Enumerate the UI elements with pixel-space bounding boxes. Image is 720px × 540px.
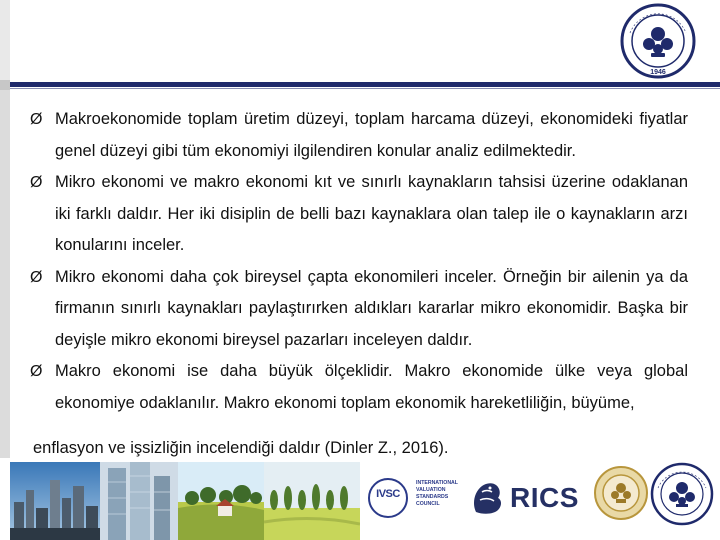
paragraph-text: Mikro ekonomi daha çok bireysel çapta ekonomileri inceler. Örneğin bir ailenin ya da firmanın sınırlı kaynakları paylaştırırken aldıkları kararlar mikro ekonomidir. Başka bir deyişle mikro ekonomi bireysel pazarları inceleyen daldır. xyxy=(55,267,688,349)
rics-logo xyxy=(470,478,580,518)
arrow-bullet-icon: Ø xyxy=(30,174,43,191)
glass-towers-photo xyxy=(100,462,178,540)
paragraph-text: Makro ekonomi ise daha büyük ölçeklidir. Makro ekonomide ülke veya global ekonomiye odaklanılır. Makro ekonomi toplam ekonomik hareketliliğin, büyüme, xyxy=(55,362,688,412)
footer-photo-strip xyxy=(10,462,360,540)
bullet-paragraph-1 xyxy=(30,104,688,167)
bullet-paragraph-4 xyxy=(30,356,688,419)
svg-text:1946: 1946 xyxy=(650,69,666,76)
ivsc-abbreviation: IVSC xyxy=(376,488,400,500)
header-rule-thin xyxy=(10,88,720,89)
rics-lion-icon xyxy=(470,478,504,516)
ivsc-full-name: INTERNATIONAL VALUATION STANDARDS COUNCIL xyxy=(416,480,458,507)
gold-seal-logo xyxy=(594,466,648,520)
city-skyline-photo xyxy=(10,462,100,540)
arrow-bullet-icon: Ø xyxy=(30,268,43,286)
bullet-paragraph-2 xyxy=(30,167,688,262)
ivsc-logo xyxy=(368,476,458,522)
slide-content xyxy=(30,104,688,419)
university-seal-logo xyxy=(620,3,696,79)
arrow-bullet-icon: Ø xyxy=(30,363,43,380)
paragraph-tail-line: enflasyon ve işsizliğin incelendiği daldır (Dinler Z., 2016). xyxy=(33,439,449,457)
university-seal-footer-logo xyxy=(650,462,714,526)
paragraph-text: Mikro ekonomi ve makro ekonomi kıt ve sınırlı kaynakların tahsisi üzerine odaklanan iki farklı daldır. Her iki disiplin de belli bazı kaynaklara olan talep ile o kaynakların arzı konularını inceler. xyxy=(55,173,688,254)
bullet-paragraph-3 xyxy=(30,262,688,357)
header-rule xyxy=(10,82,720,87)
field-trees-photo xyxy=(264,462,360,540)
arrow-bullet-icon: Ø xyxy=(30,111,43,128)
paragraph-text: Makroekonomide toplam üretim düzeyi, toplam harcama düzeyi, ekonomideki fiyatlar genel düzeyi gibi tüm ekonomiyi ilgilendiren konular analiz edilmektedir. xyxy=(55,110,688,160)
rics-wordmark: RICS xyxy=(510,482,579,513)
countryside-photo xyxy=(178,462,264,540)
